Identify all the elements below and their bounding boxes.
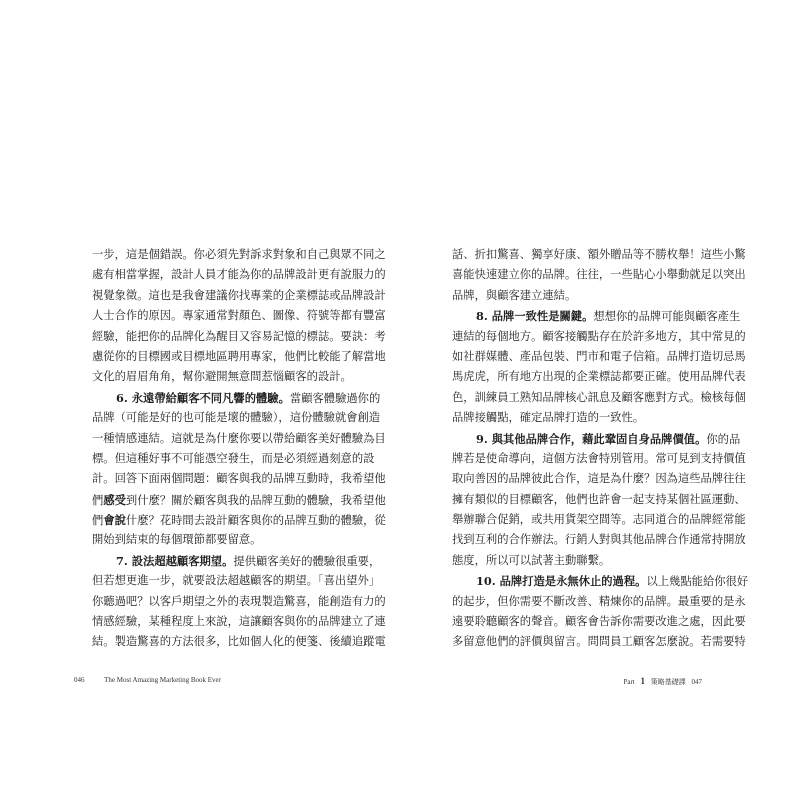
text-line — [452, 327, 746, 347]
text-run: 但若想更進一步，就要設法超越顧客的期望。「喜出望外」 — [92, 574, 381, 588]
text-line — [452, 265, 746, 285]
bold-run: 9. 與其他品牌合作，藉此鞏固自身品牌價值。 — [476, 431, 707, 446]
text-line — [452, 490, 746, 510]
bold-run: 會說 — [103, 513, 126, 528]
text-line — [92, 265, 386, 285]
text-line — [452, 245, 746, 265]
bold-run: 8. 品牌一致性是關鍵。 — [476, 309, 594, 324]
bold-run: 10. 品牌打造是永無休止的過程。 — [476, 574, 647, 589]
text-run: 品牌接觸點，確定品牌打造的一致性。 — [452, 411, 645, 425]
text-line — [92, 327, 386, 347]
text-line — [452, 551, 708, 571]
right-page-body — [452, 245, 749, 653]
text-run: 多留意他們的評價與留言。問問員工顧客怎麼說。若需要特 — [452, 635, 746, 649]
text-run: 到什麼？關於顧客與我的品牌互動的體驗，我希望他 — [125, 493, 386, 507]
text-run: 視覺象徵。這也是我會建議你找專業的企業標誌或品牌設計 — [92, 288, 386, 302]
right-page-number: 047 — [691, 678, 702, 686]
text-line — [452, 367, 746, 387]
text-line — [452, 388, 746, 408]
text-run: 處有相當掌握，設計人員才能為你的品牌設計更有說服力的 — [92, 268, 386, 282]
text-line — [452, 449, 746, 469]
text-run: 經驗，能把你的品牌化為醒目又容易記憶的標誌。要訣：考 — [92, 329, 386, 343]
text-line — [452, 510, 746, 530]
text-run: 馬虎虎，所有地方出現的企業標誌都要正確。使用品牌代表 — [452, 370, 746, 384]
text-run: 想想你的品牌可能與顧客產生 — [593, 310, 741, 324]
text-line — [452, 429, 741, 449]
left-page-footer — [74, 676, 239, 684]
text-run: 連結的每個地方。顧客接觸點存在於許多地方，其中常見的 — [452, 329, 746, 343]
text-run: 擁有類似的目標顧客，他們也許會一起支持某個社區運動、 — [452, 492, 746, 506]
text-run: 們 — [92, 514, 104, 528]
text-line — [452, 286, 708, 306]
text-line — [92, 592, 386, 612]
text-line — [92, 306, 386, 326]
part-title: 策略基礎課 — [650, 678, 686, 686]
text-run: 品牌，與顧客建立連結。 — [452, 288, 577, 302]
text-run: 文化的眉眉角角，幫你避開無意間惹惱顧客的設計。 — [92, 370, 352, 384]
text-line — [92, 429, 386, 449]
text-line — [452, 306, 741, 326]
text-line — [92, 388, 381, 408]
text-line — [452, 632, 746, 652]
text-run: 開始到結束的每個環節都要留意。 — [92, 533, 262, 547]
text-line — [452, 469, 746, 489]
bold-run: 6. 永遠帶給顧客不同凡響的體驗。 — [116, 390, 290, 405]
text-line — [92, 612, 386, 632]
text-run: 喜能快速建立你的品牌。往往，一些貼心小舉動就足以突出 — [452, 268, 746, 282]
text-run: 計。回答下面兩個問題：顧客與我的品牌互動時，我希望他 — [92, 472, 386, 486]
right-page-footer — [623, 676, 706, 687]
text-run: 一步，這是個錯誤。你必須先對訴求對象和自己與眾不同之 — [92, 248, 386, 261]
text-line — [92, 245, 386, 265]
text-line — [92, 347, 386, 367]
text-run: 當顧客體驗過你的 — [289, 391, 381, 405]
text-line — [452, 408, 708, 428]
text-line — [92, 286, 386, 306]
text-run: 以上幾點能給你很好 — [646, 575, 749, 589]
text-line — [92, 490, 386, 510]
text-run: 你的品 — [706, 432, 741, 446]
text-run: 牌若是使命導向，這個方法會特別管用。常可見到支持價值 — [452, 451, 746, 465]
text-line — [92, 571, 381, 591]
text-run: 找到互利的合作辦法。行銷人對與其他品牌合作通常持開放 — [452, 533, 746, 547]
text-run: 結。製造驚喜的方法很多，比如個人化的便箋、後續追蹤電 — [92, 635, 386, 649]
text-run: 你聽過吧？以客戶期望之外的表現製造驚喜，能創造有力的 — [92, 594, 386, 608]
left-page-number: 046 — [74, 676, 85, 684]
text-line — [92, 469, 386, 489]
book-title: The Most Amazing Marketing Book Ever — [104, 676, 221, 684]
text-run: 舉辦聯合促銷，或共用貨架空間等。志同道合的品牌經常能 — [452, 513, 746, 527]
part-label: Part — [623, 678, 635, 686]
text-line — [92, 449, 375, 469]
text-line — [92, 367, 352, 387]
text-run: 什麼？花時間去設計顧客與你的品牌互動的體驗，從 — [125, 514, 386, 528]
text-run: 品牌（可能是好的也可能是壞的體驗），這份體驗就會創造 — [92, 411, 381, 425]
text-run: 一種情感連結。這就是為什麼你要以帶給顧客美好體驗為目 — [92, 431, 386, 445]
text-run: 如社群媒體、產品包裝、門市和電子信箱。品牌打造切忌馬 — [452, 349, 746, 363]
text-line — [452, 530, 746, 550]
text-line — [92, 530, 348, 550]
text-line — [452, 571, 749, 591]
text-run: 話、折扣驚喜、獨享好康、額外贈品等不勝枚舉！這些小驚 — [452, 248, 746, 261]
text-run: 色，訓練員工熟知品牌核心訊息及顧客應對方式。檢核每個 — [452, 390, 746, 404]
text-line — [452, 612, 746, 632]
text-run: 態度，所以可以試著主動聯繫。 — [452, 553, 611, 567]
text-run: 標。但這種好事不可能憑空發生，而是必須經過刻意的設 — [92, 451, 375, 465]
text-run: 取向善因的品牌彼此合作，這是為什麼？因為這些品牌往往 — [452, 472, 746, 486]
part-number: 1 — [640, 676, 645, 686]
left-page-body — [92, 245, 386, 653]
text-line — [92, 632, 386, 652]
text-run: 人士合作的原因。專家通常對顏色、圖像、符號等都有豐富 — [92, 309, 386, 323]
text-run: 慮從你的目標國或目標地區聘用專家，他們比較能了解當地 — [92, 349, 386, 363]
text-line — [92, 551, 381, 571]
text-run: 提供顧客美好的體驗很重要， — [233, 554, 381, 568]
text-line — [452, 347, 746, 367]
text-line — [92, 408, 381, 428]
text-line — [452, 592, 746, 612]
text-line — [92, 510, 386, 530]
bold-run: 感受 — [103, 492, 126, 507]
text-run: 情感經驗，某種程度上來說，這讓顧客與你的品牌建立了連 — [92, 615, 386, 629]
text-run: 們 — [92, 493, 104, 507]
bold-run: 7. 設法超越顧客期望。 — [116, 553, 234, 568]
text-run: 遠要聆聽顧客的聲音。顧客會告訴你需要改進之處，因此要 — [452, 615, 746, 629]
text-run: 的起步，但你需要不斷改善、精煉你的品牌。最重要的是永 — [452, 594, 746, 608]
